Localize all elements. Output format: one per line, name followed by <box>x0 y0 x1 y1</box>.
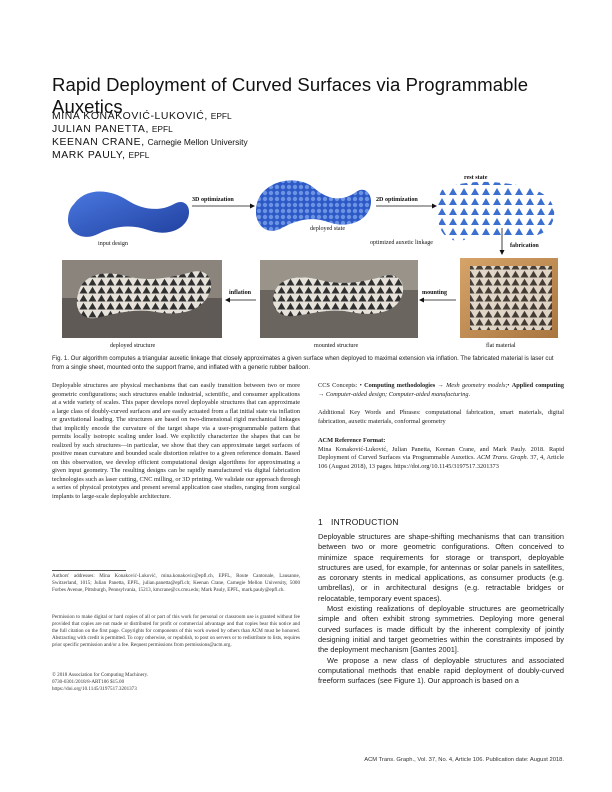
ccs-concept-1: Computing methodologies <box>364 382 436 389</box>
label-rest-state: rest state <box>464 175 488 181</box>
author-name: KEENAN CRANE, <box>52 137 145 148</box>
intro-paragraph: Most existing realizations of deployable structures are geometrically simple and often exhibit strong symmetries. Deploying more general curved surfaces is made difficult by the inherent complexity of jointly designing initial and target geometries within the constraints imposed by the deployment mechanism [Gantes 2001]. <box>318 604 564 655</box>
abstract: Deployable structures are physical mechanisms that can easily transition between two or more geometric configurations; such structures enable industrial, scientific, and consumer applications at a wide variety of scales. This paper develops novel deployable structures that can approximate a large class of doubly-curved surfaces and are easily actuated from a flat initial state via inflation or gravitational loading. The structures are based on two-dimensional rigid mechanical linkages that implicitly encode the curvature of the target shape via a user-programmable pattern that permits locally isotropic scaling under load. We explicitly characterize the shapes that can be realized by such structures—in particular, we show that they can approximate target surfaces of positive mean curvature and bounded scale distortion relative to a given reference domain. Based on this observation, we develop efficient computational design algorithms for approximating a given input geometry. The resulting designs can be rapidly manufactured via digital fabrication technologies such as laser cutting, CNC milling, or 3D printing. We validate our approach through a series of physical prototypes and present several application case studies, ranging from surgical implants to large-scale deployable architecture. <box>52 382 300 500</box>
teaser-figure <box>52 166 560 351</box>
rest-state-pattern <box>438 182 554 241</box>
ccs-concept-1-sub: Mesh geometry models <box>446 382 506 389</box>
author-affiliation: EPFL <box>151 124 173 134</box>
label-inflation: inflation <box>229 290 252 296</box>
ccs-lead: CCS Concepts: • <box>318 382 362 389</box>
label-fabrication: fabrication <box>510 243 539 249</box>
author-1 <box>52 111 232 122</box>
footnote-rule <box>52 570 126 571</box>
label-optimized-linkage: optimized auxetic linkage <box>370 240 433 246</box>
ccs-concept-2: Applied computing <box>511 382 565 389</box>
author-name: MARK PAULY, <box>52 150 126 161</box>
section-number: 1 <box>318 517 323 527</box>
photo-flat-material <box>460 258 558 338</box>
photo-mounted-structure <box>260 260 418 338</box>
author-name: MINA KONAKOVIĆ-LUKOVIĆ, <box>52 111 208 122</box>
reference-text-2: 37, 4, Article 106 (August 2018), 13 pages. https://doi.org/10.1145/3197517.3201373 <box>318 454 564 470</box>
arrowhead-icon <box>432 204 437 209</box>
arrowhead-icon <box>225 298 230 303</box>
author-4 <box>52 150 149 161</box>
reference-journal: ACM Trans. Graph. <box>477 454 529 461</box>
intro-paragraph: Deployable structures are shape-shifting mechanisms that can transition between two or more geometric configurations. Often conceived to minimize space requirements for storage or transport, deployable structures are used, for example, for antennas or solar panels in satellites, as coronary stents in medical applications, as consumer products (e.g. umbrellas), or in architectural designs (e.g. retractable bridges or relocatable, temporary event spaces). <box>318 532 564 603</box>
label-mounted-structure: mounted structure <box>314 343 359 349</box>
ccs-separator: ;• <box>505 382 510 389</box>
section-title: INTRODUCTION <box>330 517 399 527</box>
arrowhead-icon <box>500 250 505 255</box>
label-flat-material: flat material <box>486 343 516 349</box>
author-3 <box>52 137 248 148</box>
ccs-end: . <box>468 390 471 398</box>
authors-addresses: Authors' addresses: Mina Konaković-Luković, mina.konakovic@epfl.ch, EPFL, Route Cantonale, Lausanne, Switzerland, 1015; Julian Panetta, EPFL, julian.panetta@epfl.ch; Keenan Crane, Carnegie Mellon University, 5000 Forbes Avenue, Pittsburgh, Pennsylvania, 15213, kmcrane@cs.cmu.edu; Mark Pauly, EPFL, mark.pauly@epfl.ch. <box>52 573 300 594</box>
acm-reference <box>318 437 564 471</box>
ccs-arrow: → <box>435 382 447 389</box>
permission-notice: Permission to make digital or hard copies of all or part of this work for personal or classroom use is granted without fee provided that copies are not made or distributed for profit or commercial advantage and that copies bear this notice and the full citation on the first page. Copyrights for components of this work owned by others than ACM must be honored. Abstracting with credit is permitted. To copy otherwise, or republish, to post on servers or to redistribute to lists, requires prior specific permission and/or a fee. Request permissions from permissions@acm.org. <box>52 614 300 649</box>
author-name: JULIAN PANETTA, <box>52 124 149 135</box>
paper-title: Rapid Deployment of Curved Surfaces via Programmable Auxetics <box>52 74 529 117</box>
label-deployed-structure: deployed structure <box>110 343 156 349</box>
arrowhead-icon <box>419 298 424 303</box>
label-3d-optimization: 3D optimization <box>192 197 234 203</box>
reference-heading: ACM Reference Format: <box>318 437 386 444</box>
author-affiliation: EPFL <box>210 111 232 121</box>
ccs-concept-2-sub: Computer-aided design; Computer-aided manufacturing <box>325 390 469 398</box>
author-affiliation: EPFL <box>128 150 150 160</box>
input-design-surface <box>68 192 189 237</box>
reference-text: Mina Konaković-Luković, Julian Panetta, Keenan Crane, and Mark Pauly. 2018. Rapid Deployment of Curved Surfaces via Programmable Auxetics. <box>318 445 564 461</box>
arrowhead-icon <box>250 204 255 209</box>
ccs-arrow: → <box>318 390 326 398</box>
label-mounting: mounting <box>422 290 448 296</box>
label-2d-optimization: 2D optimization <box>376 197 418 203</box>
author-affiliation: Carnegie Mellon University <box>147 137 248 147</box>
intro-paragraph: We propose a new class of deployable structures and associated computational methods that enable rapid deployment of doubly-curved freeform surfaces (see Figure 1). Our approach is based on a <box>318 655 564 686</box>
doi-line: https://doi.org/10.1145/3197517.3201373 <box>52 686 137 692</box>
introduction-body <box>318 532 564 686</box>
ccs-concepts <box>318 382 564 399</box>
issn-line: 0730-0301/2018/8-ART106 $15.00 <box>52 679 125 685</box>
photo-deployed-structure <box>62 260 222 338</box>
label-input-design: input design <box>98 241 128 247</box>
author-2 <box>52 124 173 135</box>
page-footer: ACM Trans. Graph., Vol. 37, No. 4, Article 106. Publication date: August 2018. <box>364 757 564 763</box>
label-deployed-state: deployed state <box>310 226 346 232</box>
section-heading <box>318 517 399 527</box>
deployed-state-surface <box>256 180 371 230</box>
copyright-line: © 2018 Association for Computing Machinery. <box>52 672 149 678</box>
figure-caption: Fig. 1. Our algorithm computes a triangular auxetic linkage that closely approximates a given surface when deployed to maximal extension via inflation. The fabricated material is laser cut from a single sheet, mounted onto the support frame, and inflated with a generic rubber balloon. <box>52 355 554 371</box>
keywords: Additional Key Words and Phrases: computational fabrication, smart materials, digital fabrication, auxetic materials, conformal geometry <box>318 409 564 425</box>
